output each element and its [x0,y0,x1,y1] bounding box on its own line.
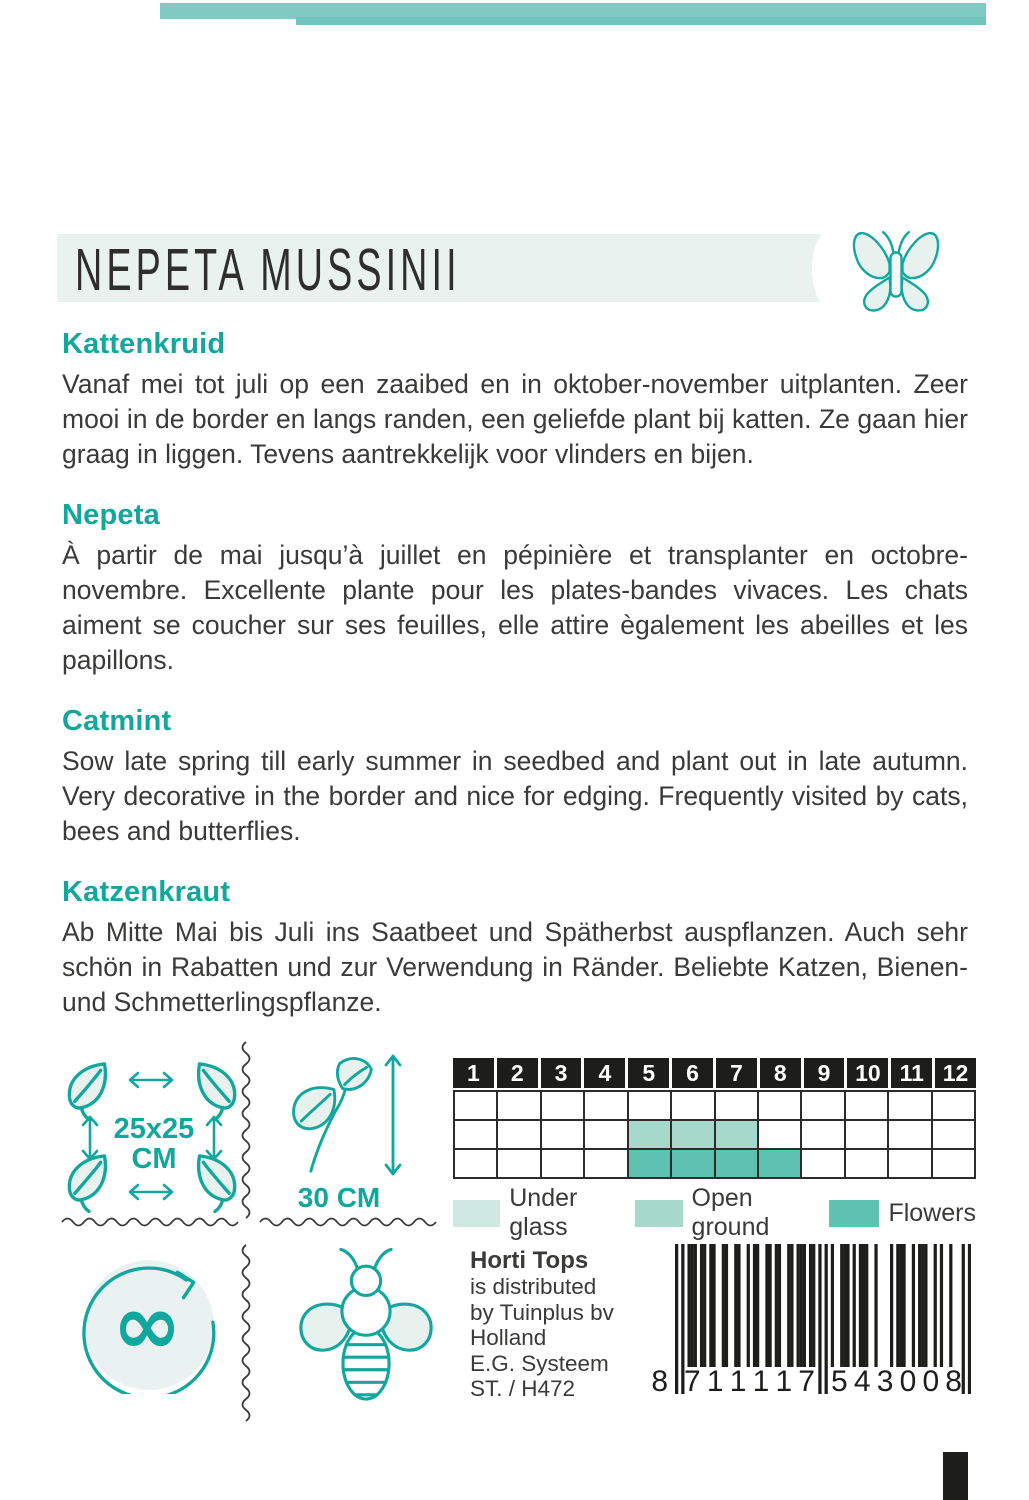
flowers-row-cell [542,1150,585,1179]
butterfly-icon [850,224,942,314]
section-body-french: À partir de mai jusqu’à juillet en pépinière et transplanter en octobre-novembre. Excellente plante pour les plates-bandes vivaces. Les chats aiment se coucher sur ses feuilles, elle attire ègalement les abeilles et les papillons. [62,540,968,675]
barcode-digit: 0 [899,1365,917,1398]
vertical-arrow-icon [80,1111,100,1165]
flowers-row-cell [455,1150,498,1179]
flowers-label: Flowers [888,1198,976,1227]
flowers-row-cell [846,1150,889,1179]
barcode-digit: 1 [729,1365,747,1398]
plant-spacing-block [60,1056,248,1222]
section-body-german: Ab Mitte Mai bis Juli ins Saatbeet und Spätherbst auspflanzen. Auch sehr schön in Rabatten und zur Verwendung in Ränder. Beliebte Katzen, Bienen- und Schmetterlingspflanze. [62,917,968,1017]
open-ground-row-cell [846,1121,889,1150]
month-header: 3 [541,1058,582,1088]
under-glass-row-cell [455,1092,498,1121]
section-body-english: Sow late spring till early summer in seedbed and plant out in late autumn. Very decorative in the border and nice for edging. Frequently visited by cats, bees and butterflies. [62,746,968,846]
open-ground-row-cell [933,1121,976,1150]
section-heading-english: Catmint [62,705,172,737]
month-header: 5 [628,1058,669,1088]
sowing-calendar [453,1058,976,1179]
calendar-grid [453,1090,976,1179]
page-title: NEPETA MUSSINII [75,235,461,303]
barcode-digit: 4 [853,1365,871,1398]
under-glass-row-cell [498,1092,541,1121]
spacing-value-unit: CM [131,1143,177,1175]
distributor-info [470,1247,655,1402]
under-glass-row-cell [629,1092,672,1121]
flowers-row-cell [629,1150,672,1179]
vertical-arrow-icon [204,1111,224,1165]
barcode-digit: 7 [684,1365,701,1398]
section-heading-dutch: Kattenkruid [62,328,226,360]
under-glass-row-cell [759,1092,802,1121]
section-body-dutch: Vanaf mei tot juli op een zaaibed en in oktober-november uitplanten. Zeer mooi in de border en langs randen, een geliefde plant bij katten. Ze gaan hier graag in liggen. Tevens aantrekkelijk voor vlinders en bijen. [62,369,968,469]
flowers-swatch [829,1200,879,1227]
open-ground-row-cell [802,1121,845,1150]
month-header: 1 [453,1058,494,1088]
open-ground-row-cell [542,1121,585,1150]
barcode-digit: 7 [798,1365,815,1398]
distributor-line: Holland [470,1325,547,1350]
under-glass-row-cell [585,1092,628,1121]
month-header: 8 [760,1058,801,1088]
description-sections [62,328,968,1047]
under-glass-row-cell [542,1092,585,1121]
section-heading-french: Nepeta [62,499,160,531]
wavy-divider-vertical [240,1040,252,1222]
legend-item-flowers [829,1184,976,1242]
flowers-row-cell [672,1150,715,1179]
wavy-divider-horizontal [60,1216,240,1228]
bee-icon [298,1246,434,1414]
under-glass-row-cell [802,1092,845,1121]
distributor-line: by Tuinplus bv [470,1299,614,1325]
month-header: 2 [497,1058,538,1088]
month-header: 12 [935,1058,976,1088]
under-glass-row-cell [672,1092,715,1121]
distributor-line: is distributed [470,1274,597,1299]
barcode-digits-left [684,1365,815,1399]
flowers-row-cell [498,1150,541,1179]
distributor-name: Horti Tops [470,1247,589,1274]
distributor-line: E.G. Systeem [470,1350,609,1376]
month-header: 4 [584,1058,625,1088]
open-ground-label: Open ground [691,1184,770,1241]
under-glass-row-cell [933,1092,976,1121]
month-header: 6 [672,1058,713,1088]
barcode-prefix-digit: 8 [651,1365,668,1398]
flowers-row-cell [933,1150,976,1179]
flowers-row-cell [889,1150,932,1179]
barcode-digit: 8 [945,1365,962,1398]
under-glass-row-cell [716,1092,759,1121]
barcode [638,1244,978,1404]
spacing-value [104,1114,204,1174]
month-header: 11 [891,1058,932,1088]
wavy-divider-vertical [240,1243,252,1425]
sprout-icon [284,1050,380,1175]
flowers-row-cell [802,1150,845,1179]
barcode-digit: 1 [752,1365,770,1398]
under-glass-label: Under glass [509,1184,578,1241]
legend-item-open-ground [635,1184,829,1242]
plant-height-block [278,1048,438,1218]
barcode-digits-right [831,1365,962,1399]
section-heading-german: Katzenkraut [62,876,231,908]
legend-item-under-glass [453,1184,635,1242]
open-ground-row-cell [498,1121,541,1150]
barcode-digit: 1 [706,1365,724,1398]
flowers-row-cell [716,1150,759,1179]
under-glass-row-cell [889,1092,932,1121]
spacing-value-number: 25x25 [113,1113,195,1145]
open-ground-row-cell [759,1121,802,1150]
open-ground-row-cell [889,1121,932,1150]
under-glass-row-cell [846,1092,889,1121]
barcode-digit: 1 [775,1365,793,1398]
height-arrow-icon [380,1050,406,1180]
under-glass-swatch [453,1200,500,1227]
calendar-legend [453,1184,976,1242]
open-ground-row-cell [585,1121,628,1150]
barcode-digit: 5 [831,1365,848,1398]
perennial-cycle-icon [76,1252,218,1394]
corner-print-mark [943,1452,968,1500]
distributor-line: ST. / H472 [470,1376,576,1401]
flowers-row-cell [759,1150,802,1179]
top-teal-bar-accent [296,17,986,25]
flowers-row-cell [585,1150,628,1179]
height-value: 30 CM [297,1182,381,1213]
month-header: 7 [716,1058,757,1088]
open-ground-row-cell [672,1121,715,1150]
open-ground-row-cell [716,1121,759,1150]
barcode-digit: 0 [922,1365,940,1398]
open-ground-row-cell [629,1121,672,1150]
svg-text:∞: ∞ [112,1276,182,1374]
month-header: 9 [804,1058,845,1088]
month-header: 10 [847,1058,888,1088]
horizontal-arrow-icon [124,1182,178,1202]
calendar-months [453,1058,976,1088]
open-ground-row-cell [455,1121,498,1150]
open-ground-swatch [635,1200,682,1227]
barcode-digit: 3 [876,1365,894,1398]
horizontal-arrow-icon [124,1070,178,1090]
